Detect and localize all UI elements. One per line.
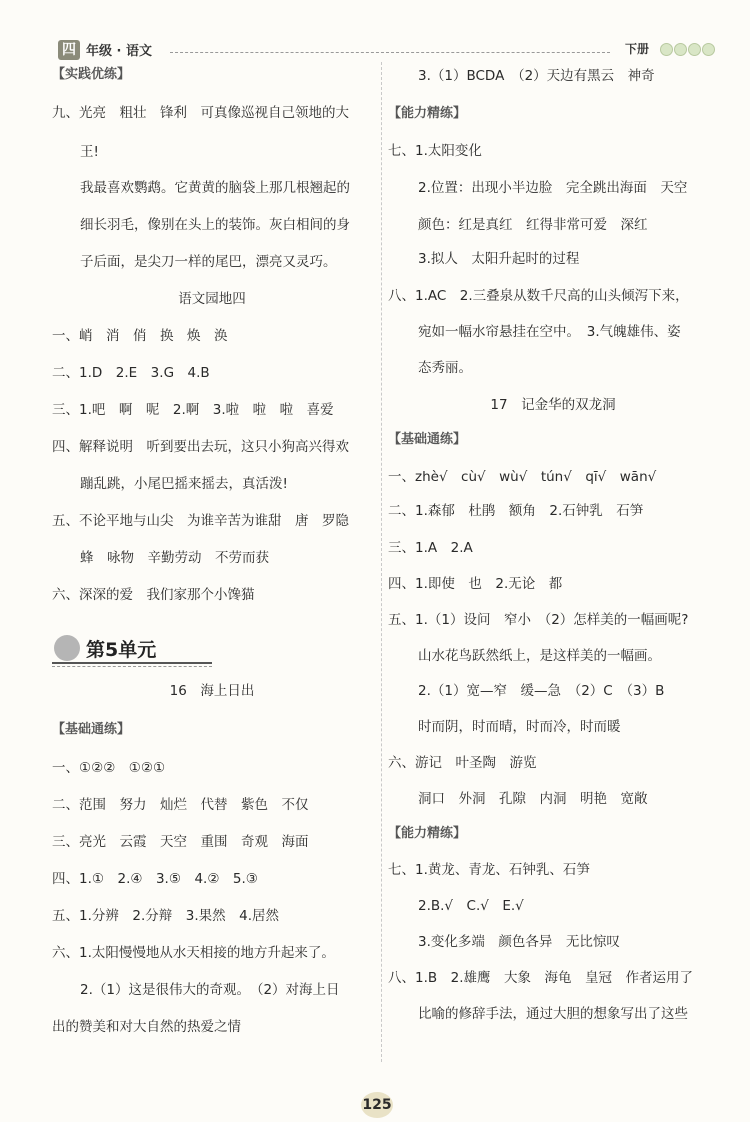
unit-bullet-icon (54, 635, 80, 661)
answer-line: 3.（1）BCDA （2）天边有黑云 神奇 (418, 68, 655, 84)
page-number: 125 (361, 1092, 393, 1118)
answer-line: 态秀丽。 (418, 360, 472, 376)
answer-line: 九、光亮 粗壮 锋利 可真像巡视自己领地的大 (52, 105, 349, 121)
answer-line: 时而阴，时而晴，时而冷，时而暖 (418, 719, 621, 735)
answer-line: 子后面，是尖刀一样的尾巴，漂亮又灵巧。 (80, 254, 337, 270)
answer-line: 二、1.森郁 杜鹃 额角 2.石钟乳 石笋 (388, 503, 644, 519)
answer-line: 五、1.分辨 2.分辩 3.果然 4.居然 (52, 908, 280, 924)
answer-line: 六、游记 叶圣陶 游览 (388, 755, 537, 771)
answer-line: 3.变化多端 颜色各异 无比惊叹 (418, 934, 620, 950)
answer-line: 三、1.A 2.A (388, 540, 473, 556)
lesson-title: 17 记金华的双龙洞 (490, 397, 616, 413)
answer-line: 八、1.B 2.雄鹰 大象 海龟 皇冠 作者运用了 (388, 970, 694, 986)
answer-line: 比喻的修辞手法，通过大胆的想象写出了这些 (418, 1006, 688, 1022)
unit-underline-dashed (52, 666, 212, 667)
answer-line: 八、1.AC 2.三叠泉从数千尺高的山头倾泻下来， (388, 288, 689, 304)
answer-line: 三、1.吧 啊 呢 2.啊 3.啦 啦 啦 喜爱 (52, 402, 334, 418)
section-title: 【能力精练】 (388, 826, 467, 841)
page-header (0, 0, 750, 60)
answer-line: 二、范围 努力 灿烂 代替 紫色 不仅 (52, 797, 309, 813)
header-rule (170, 52, 610, 53)
answer-line: 2.（1）宽—窄 缓—急 （2）C （3）B (418, 683, 665, 699)
grade-badge: 四 (58, 40, 80, 60)
answer-line: 我最喜欢鹦鹉。它黄黄的脑袋上那几根翘起的 (80, 180, 350, 196)
answer-line: 2.B.√ C.√ E.√ (418, 898, 524, 914)
answer-line: 2.（1）这是很伟大的奇观。 （2）对海上日 (80, 982, 340, 998)
answer-line: 四、解释说明 听到要出去玩，这只小狗高兴得欢 (52, 439, 349, 455)
answer-line: 2.位置：出现小半边脸 完全跳出海面 天空 (418, 180, 688, 196)
answer-line: 六、深深的爱 我们家那个小馋猫 (52, 587, 255, 603)
answer-line: 五、不论平地与山尖 为谁辛苦为谁甜 唐 罗隐 (52, 513, 349, 529)
unit-heading (52, 633, 222, 661)
lesson-title: 语文园地四 (178, 291, 246, 307)
answer-line: 四、1.① 2.④ 3.⑤ 4.② 5.③ (52, 871, 258, 887)
unit-underline (52, 662, 212, 664)
answer-line: 蜂 咏物 辛勤劳动 不劳而获 (80, 550, 269, 566)
answer-line: 王! (80, 144, 99, 160)
section-title: 【能力精练】 (388, 106, 467, 121)
answer-line: 七、1.太阳变化 (388, 143, 482, 159)
answer-line: 宛如一幅水帘悬挂在空中。 3.气魄雄伟、姿 (418, 324, 681, 340)
section-title: 【基础通练】 (52, 722, 131, 737)
answer-line: 洞口 外洞 孔隙 内洞 明艳 宽敞 (418, 791, 648, 807)
answer-line: 三、亮光 云霞 天空 重围 奇观 海面 (52, 834, 309, 850)
answer-line: 颜色：红是真红 红得非常可爱 深红 (418, 217, 648, 233)
answer-line: 出的赞美和对大自然的热爱之情 (52, 1019, 241, 1035)
lesson-title: 16 海上日出 (169, 683, 255, 699)
answer-line: 四、1.即使 也 2.无论 都 (388, 576, 563, 592)
answer-line: 3.拟人 太阳升起时的过程 (418, 251, 580, 267)
column-divider (381, 62, 382, 1062)
answer-line: 山水花鸟跃然纸上，是这样美的一幅画。 (418, 648, 661, 664)
section-title: 【基础通练】 (388, 432, 467, 447)
answer-line: 细长羽毛，像别在头上的装饰。灰白相间的身 (80, 217, 350, 233)
answer-line: 一、①②② ①②① (52, 760, 166, 776)
answer-line: 六、1.太阳慢慢地从水天相接的地方升起来了。 (52, 945, 335, 961)
unit-title: 第5单元 (86, 639, 157, 661)
header-decoration (660, 43, 715, 56)
answer-line: 一、zhè√ cù√ wù√ tún√ qī√ wān√ (388, 469, 657, 485)
answer-line: 蹦乱跳，小尾巴摇来摇去，真活泼! (80, 476, 288, 492)
answer-line: 二、1.D 2.E 3.G 4.B (52, 365, 210, 381)
grade-subject: 年级 · 语文 (86, 44, 152, 59)
section-title: 【实践优练】 (52, 67, 131, 82)
answer-line: 七、1.黄龙、青龙、石钟乳、石笋 (388, 862, 590, 878)
volume-label: 下册 (625, 42, 650, 56)
answer-line: 一、峭 消 俏 换 焕 涣 (52, 328, 228, 344)
answer-line: 五、1.（1）设问 窄小 （2）怎样美的一幅画呢? (388, 612, 689, 628)
